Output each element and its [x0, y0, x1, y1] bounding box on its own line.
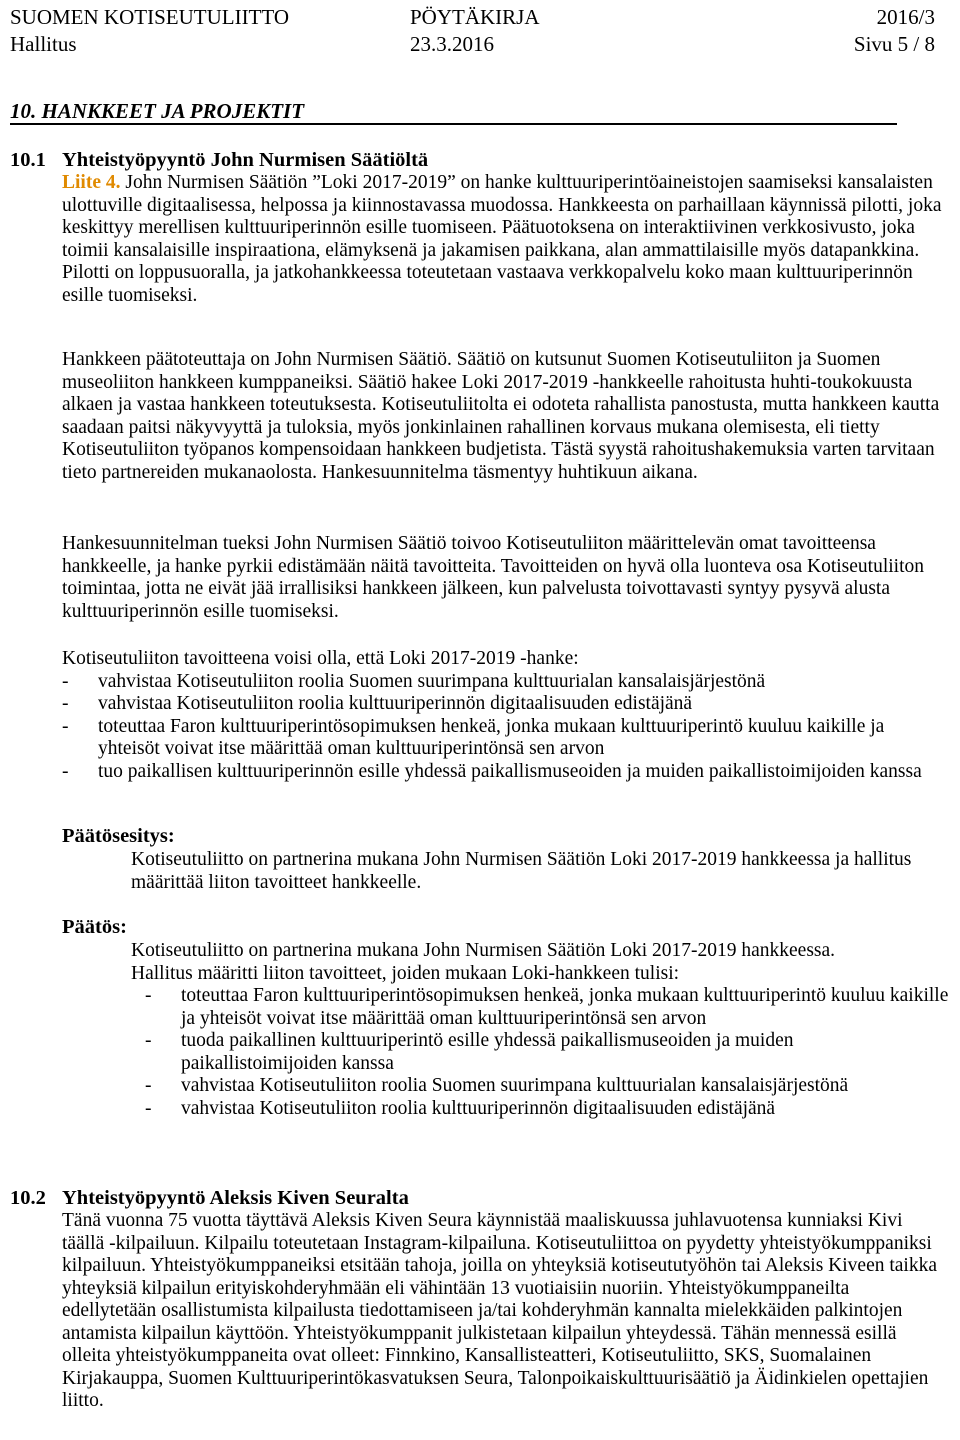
- subsection-10-2-heading: [10, 1187, 409, 1210]
- list-item: - tuoda paikallinen kulttuuriperintö esille yhdessä paikallismuseoiden ja muiden paikallistoimijoiden kanssa: [145, 1030, 794, 1074]
- doc-number: 2016/3: [876, 5, 935, 29]
- meeting-date: 23.3.2016: [410, 32, 494, 56]
- decision-text-2: Hallitus määritti liiton tavoitteet, joiden mukaan Loki-hankkeen tulisi:: [131, 962, 680, 984]
- subsection-number: 10.2: [10, 1187, 46, 1209]
- list-item: - toteuttaa Faron kulttuuriperintösopimuksen henkeä, jonka mukaan kulttuuriperintö kuuluu kaikille ja yhteisöt voivat itse määrittää oman kulttuuriperintönsä sen arvon: [145, 985, 949, 1029]
- item1-p3: [62, 533, 942, 623]
- meeting-body: Hallitus: [10, 32, 77, 56]
- item2-text: Tänä vuonna 75 vuotta täyttävä Aleksis Kiven Seura käynnistää maaliskuussa juhlavuotensa kunniaksi Kivi täällä -kilpailuun. Kilpailu toteutetaan Instagram-kilpailuna. Kotiseutuliittoa on pyydetty yhteistyökumppaniksi kilpailuun. Yhteistyökumppaneiksi etsitään tahoja, joilla on yhteyksiä kotiseututyöhön tai Aleksis Kiveen taikka yhteyksiä kilpailun erityiskohderyhmään eli vähintään 13 vuotiaisiin nuoriin. Yhteistyökumppaneilta edellytetään osallistumista kilpailusta tiedottamiseen ja/tai kohderyhmän kannalta mielekkäiden palkintojen antamista kilpailun käyttöön. Yhteistyökumppanit julkistetaan kilpailun yhteydessä. Tähän mennessä esillä olleita yhteistyökumppaneita ovat olleet: Finnkino, Kansallisteatteri, Kotiseutuliitto, SKS, Suomalainen Kirjakauppa, Suomen Kulttuuriperintökasvatuksen Seura, Talonpoikaiskulttuurisäätiö ja Äidinkielen opettajien liitto.: [62, 1210, 938, 1411]
- goals-list: [62, 671, 942, 784]
- item2-body: [62, 1210, 942, 1413]
- org-name: SUOMEN KOTISEUTULIITTO: [10, 5, 289, 29]
- decision-text: Kotiseutuliitto on partnerina mukana John Nurmisen Säätiön Loki 2017-2019 hankkeessa.: [131, 940, 836, 961]
- list-item: - tuo paikallisen kulttuuriperinnön esille yhdessä paikallismuseoiden ja muiden paikallistoimijoiden kanssa: [62, 760, 922, 782]
- decision-block: [131, 940, 951, 1120]
- decision-label: Päätös:: [62, 916, 127, 938]
- proposal-label: Päätösesitys:: [62, 825, 175, 847]
- attachment-link[interactable]: Liite 4.: [62, 172, 121, 193]
- item1-intro: [62, 172, 942, 307]
- doc-type: PÖYTÄKIRJA: [410, 5, 540, 29]
- page-header-row1: [10, 5, 289, 29]
- item1-p2-text: Hankkeen päätoteuttaja on John Nurmisen Säätiö. Säätiö on kutsunut Suomen Kotiseutuliiton ja Suomen museoliiton hankkeen kumppaneiksi. Säätiö hakee Loki 2017-2019 -hankkeelle rahoitusta huhti-toukokuusta alkaen ja vastaa hankkeen toteutuksesta. Kotiseutuliitolta ei odoteta rahallista panostusta, mutta hankkeen kautta saadaan paitsi näkyvyyttä ja tuloksia, myös jonkinlainen rahallinen korvaus mukana olemisesta, eli tietty Kotiseutuliiton työpanos kompensoidaan hankkeen budjetista. Tästä syystä rahoitushakemuksia varten tarvitaan tieto partnereiden mukanaolosta. Hankesuunnitelma täsmentyy huhtikuun aikana.: [62, 349, 940, 483]
- list-item: - vahvistaa Kotiseutuliiton roolia Suomen suurimpana kulttuurialan kansalaisjärjestönä: [62, 670, 766, 692]
- page-number: Sivu 5 / 8: [853, 32, 935, 56]
- list-item: - vahvistaa Kotiseutuliiton roolia Suomen suurimpana kulttuurialan kansalaisjärjestönä: [145, 1075, 849, 1096]
- list-item: - toteuttaa Faron kulttuuriperintösopimuksen henkeä, jonka mukaan kulttuuriperintö kuuluu kaikille ja yhteisöt voivat itse määrittää oman kulttuuriperintönsä sen arvon: [62, 715, 885, 759]
- subsection-number: 10.1: [10, 149, 46, 171]
- list-item: - vahvistaa Kotiseutuliiton roolia kulttuuriperinnön digitaalisuuden edistäjänä: [62, 693, 693, 714]
- item1-p2: [62, 349, 942, 484]
- item1-p1-text: John Nurmisen Säätiön ”Loki 2017-2019” on hanke kulttuuriperintöaineistojen saamiseksi kansalaisten ulottuville digitaalisessa, helpossa ja kiinnostavassa muodossa. Hankkeesta on parhaillaan käynnissä pilotti, joka keskittyy merellisen kulttuuriperinnön esille tuomiseen. Päätuotoksena on interaktiivinen verkkosivusto, joka toimii kansalaisille inspiraationa, elämyksenä ja jakamisen paikkana, alan ammattilaisille myös datapankkina. Pilotti on loppusuoralla, ja jatkohankkeessa toteutetaan vastaava verkkopalvelu koko maan kulttuuriperinnön esille tuomiseksi.: [62, 172, 942, 306]
- section-underline: [10, 123, 897, 125]
- item1-goals: [62, 648, 942, 783]
- decision-goals-list: [145, 985, 951, 1120]
- subsection-title: Yhteistyöpyyntö John Nurmisen Säätiöltä: [62, 149, 429, 171]
- item1-p3-text: Hankesuunnitelman tueksi John Nurmisen Säätiö toivoo Kotiseutuliiton määrittelevän omat tavoitteensa hankkeelle, ja hanke pyrkii edistämään näitä tavoitteita. Tavoitteiden on hyvä olla luonteva osa Kotiseutuliiton toimintaa, jotta ne eivät jää irrallisiksi hankkeen jälkeen, kun palvelusta toivottavasti syntyy pysyvä alusta kulttuuriperinnön esille tuomiseksi.: [62, 533, 924, 622]
- proposal-text: Kotiseutuliitto on partnerina mukana John Nurmisen Säätiön Loki 2017-2019 hankkeessa ja hallitus määrittää liiton tavoitteet hankkeelle.: [131, 849, 912, 893]
- goals-intro: Kotiseutuliiton tavoitteena voisi olla, että Loki 2017-2019 -hanke:: [62, 648, 579, 669]
- subsection-title: Yhteistyöpyyntö Aleksis Kiven Seuralta: [62, 1187, 409, 1209]
- list-item: - vahvistaa Kotiseutuliiton roolia kulttuuriperinnön digitaalisuuden edistäjänä: [145, 1097, 776, 1119]
- proposal-text-block: [131, 849, 951, 894]
- subsection-10-1-heading: [10, 149, 428, 172]
- section-title: 10. HANKKEET JA PROJEKTIT: [10, 99, 305, 123]
